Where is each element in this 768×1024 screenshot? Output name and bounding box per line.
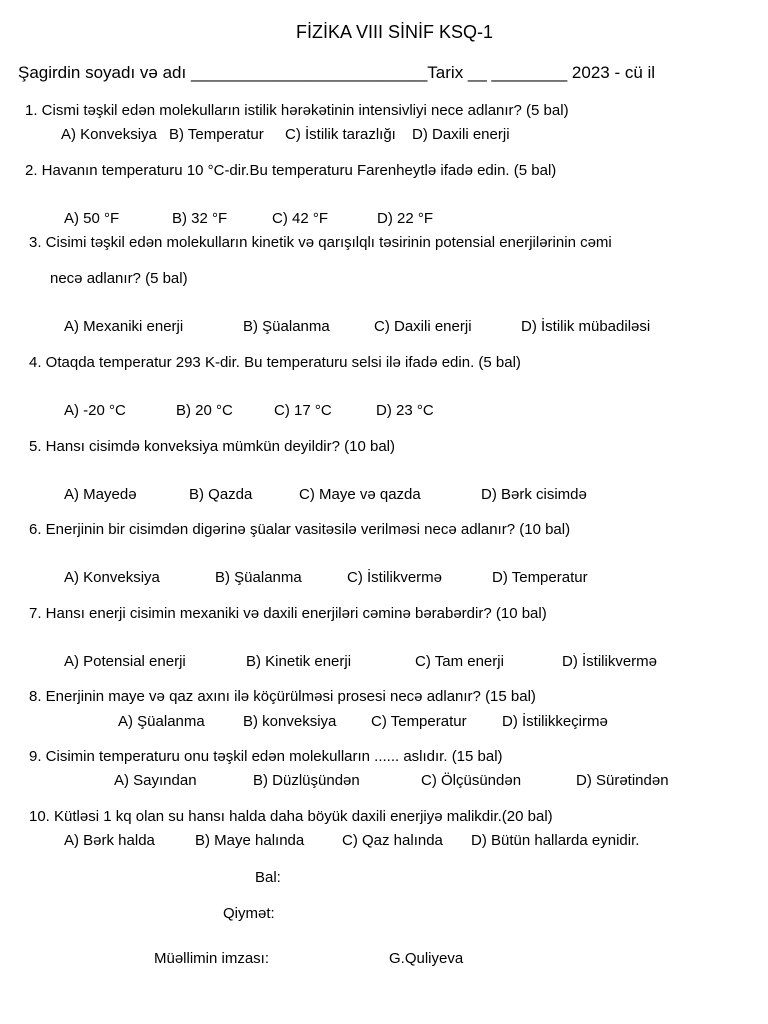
student-info-line: Şagirdin soyadı və adı _________________________Tarix __ ________ 2023 - cü il (18, 63, 656, 82)
q8-option-b: B) konveksiya (243, 713, 337, 730)
q9-option-c: C) Ölçüsündən (421, 772, 522, 789)
q2-option-c: C) 42 °F (272, 210, 329, 227)
q10-option-d: D) Bütün hallarda eynidir. (471, 832, 640, 849)
question-9: 9. Cisimin temperaturu onu təşkil edən molekulların ...... aslıdır. (15 bal) (29, 748, 503, 765)
q1-option-d: D) Daxili enerji (412, 126, 510, 143)
q10-option-b: B) Maye halında (195, 832, 305, 849)
teacher-signature-label: Müəllimin imzası: (154, 950, 270, 967)
q3-option-a: A) Mexaniki enerji (64, 318, 184, 335)
question-10: 10. Kütləsi 1 kq olan su hansı halda daha böyük daxili enerjiyə malikdir.(20 bal) (29, 808, 553, 825)
q4-option-c: C) 17 °C (274, 402, 332, 419)
q10-option-c: C) Qaz halında (342, 832, 443, 849)
q1-option-b: B) Temperatur (169, 126, 264, 143)
question-2: 2. Havanın temperaturu 10 °C-dir.Bu temperaturu Farenheytlə ifadə edin. (5 bal) (25, 162, 557, 179)
q9-option-d: D) Sürətindən (576, 772, 669, 789)
q1-option-c: C) İstilik tarazlığı (285, 126, 396, 143)
q5-option-b: B) Qazda (189, 486, 253, 503)
teacher-name: G.Quliyeva (389, 950, 464, 967)
q3-option-d: D) İstilik mübadiləsi (521, 318, 651, 335)
q9-option-b: B) Düzlüşündən (253, 772, 360, 789)
q9-option-a: A) Sayından (114, 772, 197, 789)
q7-option-c: C) Tam enerji (415, 653, 504, 670)
q6-option-c: C) İstilikvermə (347, 569, 443, 586)
q4-option-a: A) -20 °C (64, 402, 126, 419)
score-label: Bal: (255, 869, 281, 886)
q7-option-a: A) Potensial enerji (64, 653, 186, 670)
q6-option-b: B) Şüalanma (215, 569, 302, 586)
question-7: 7. Hansı enerji cisimin mexaniki və daxili enerjiləri cəminə bərabərdir? (10 bal) (29, 605, 547, 622)
question-8: 8. Enerjinin maye və qaz axını ilə köçürülməsi prosesi necə adlanır? (15 bal) (29, 688, 536, 705)
question-6: 6. Enerjinin bir cisimdən digərinə şüalar vasitəsilə verilməsi necə adlanır? (10 bal) (29, 521, 571, 538)
q5-option-a: A) Mayedə (64, 486, 137, 503)
q2-option-a: A) 50 °F (64, 210, 120, 227)
q6-option-d: D) Temperatur (492, 569, 588, 586)
page-title: FİZİKA VIII SİNİF KSQ-1 (296, 22, 494, 42)
q1-option-a: A) Konveksiya (61, 126, 157, 143)
question-3-continued: necə adlanır? (5 bal) (50, 270, 188, 287)
q3-option-b: B) Şüalanma (243, 318, 330, 335)
question-4: 4. Otaqda temperatur 293 K-dir. Bu temperaturu selsi ilə ifadə edin. (5 bal) (29, 354, 521, 371)
q4-option-b: B) 20 °C (176, 402, 233, 419)
grade-label: Qiymət: (223, 905, 275, 922)
q7-option-d: D) İstilikvermə (562, 653, 658, 670)
q4-option-d: D) 23 °C (376, 402, 434, 419)
q8-option-d: D) İstilikkeçirmə (502, 713, 608, 730)
q6-option-a: A) Konveksiya (64, 569, 160, 586)
question-3: 3. Cisimi təşkil edən molekulların kinetik və qarışılqlı təsirinin potensial enerjilərinin cəmi (29, 234, 612, 251)
question-5: 5. Hansı cisimdə konveksiya mümkün deyildir? (10 bal) (29, 438, 395, 455)
q7-option-b: B) Kinetik enerji (246, 653, 352, 670)
q8-option-a: A) Şüalanma (118, 713, 205, 730)
question-1: 1. Cismi təşkil edən molekulların istilik hərəkətinin intensivliyi nece adlanır? (5 bal) (25, 102, 569, 119)
q5-option-c: C) Maye və qazda (299, 486, 421, 503)
q2-option-d: D) 22 °F (377, 210, 434, 227)
q8-option-c: C) Temperatur (371, 713, 467, 730)
q3-option-c: C) Daxili enerji (374, 318, 472, 335)
q5-option-d: D) Bərk cisimdə (481, 486, 587, 503)
q10-option-a: A) Bərk halda (64, 832, 155, 849)
q2-option-b: B) 32 °F (172, 210, 228, 227)
